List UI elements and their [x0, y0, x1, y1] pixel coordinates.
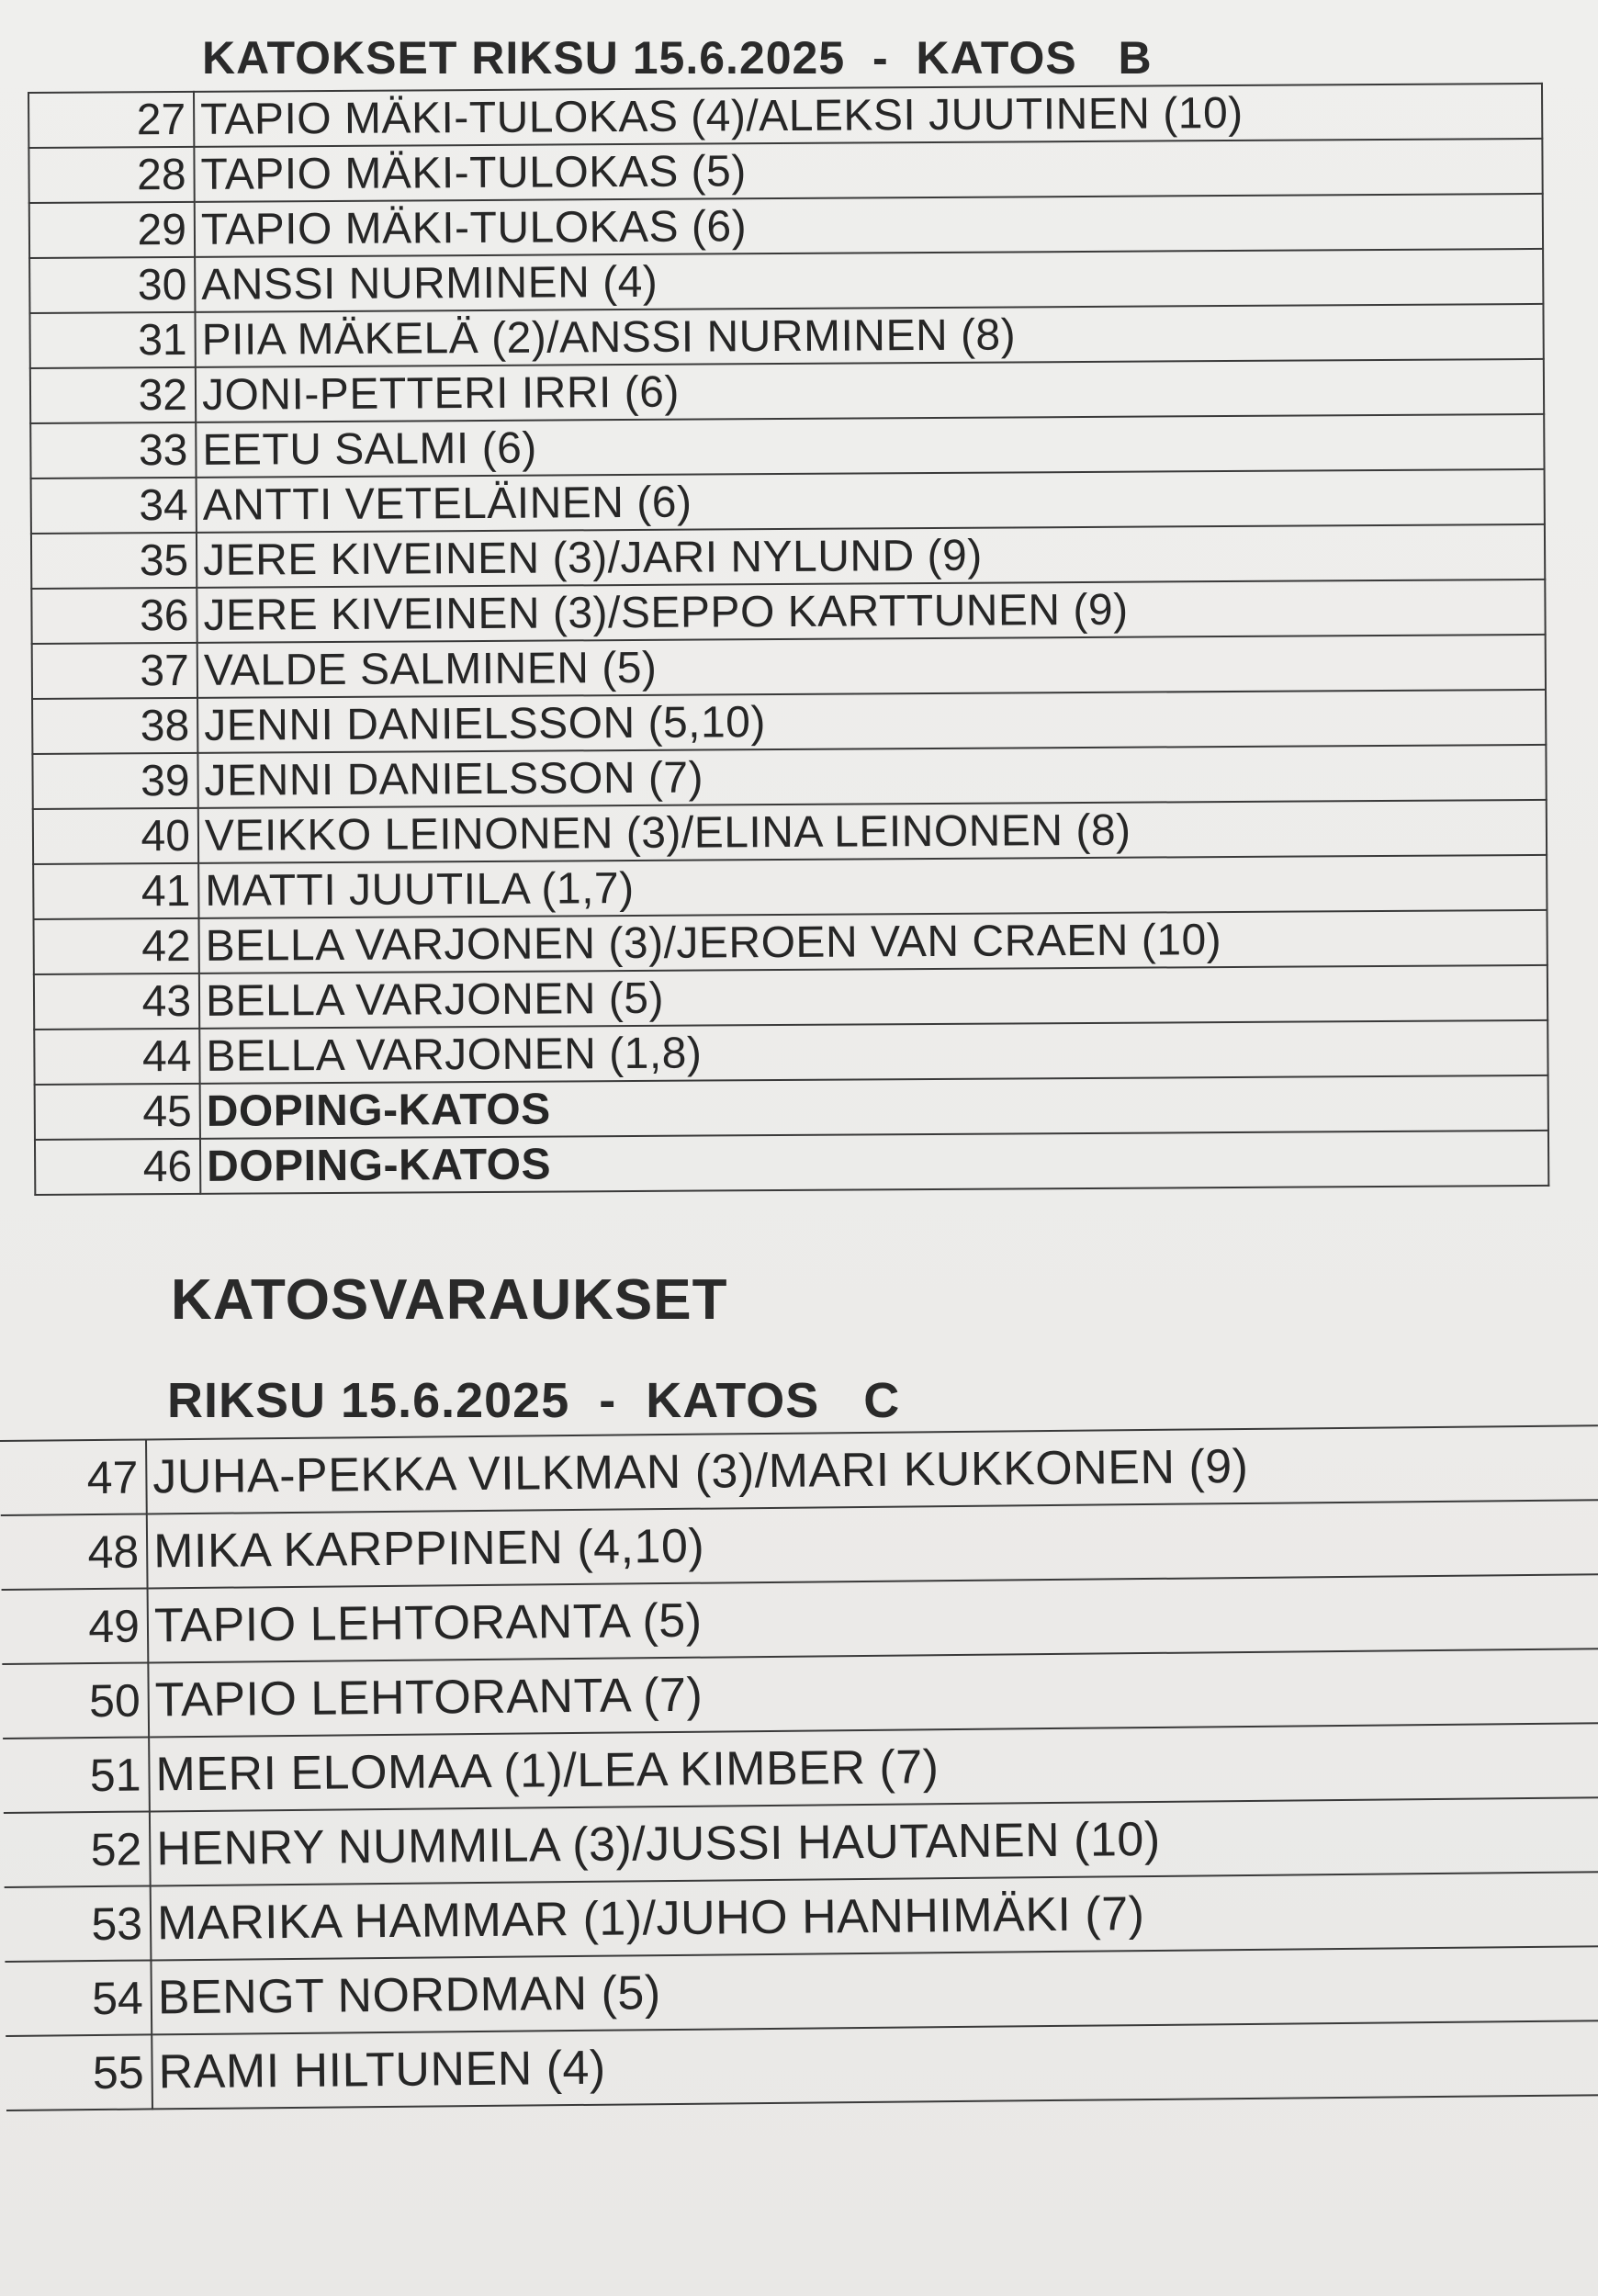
- reservation-name: BELLA VARJONEN (1,8): [199, 1020, 1547, 1084]
- reservation-name: BELLA VARJONEN (3)/JEROEN VAN CRAEN (10): [199, 910, 1547, 974]
- table-row: [29, 194, 1543, 258]
- katos-number: 38: [32, 698, 197, 754]
- katos-number: 33: [30, 422, 196, 478]
- reservation-name: BENGT NORDMAN (5): [151, 1946, 1598, 2034]
- reservation-name: JONI-PETTERI IRRI (6): [196, 359, 1544, 422]
- katos-number: 35: [31, 533, 197, 589]
- katos-number: 55: [6, 2034, 152, 2110]
- katos-number: 37: [32, 643, 197, 699]
- table-row: [35, 1131, 1548, 1195]
- table-row: [28, 84, 1542, 148]
- reservation-name: TAPIO MÄKI-TULOKAS (5): [194, 139, 1542, 202]
- reservation-name: JENNI DANIELSSON (7): [197, 745, 1546, 808]
- reservation-name: JERE KIVEINEN (3)/SEPPO KARTTUNEN (9): [197, 580, 1545, 643]
- reservation-name: DOPING-KATOS: [200, 1075, 1548, 1139]
- katos-number: 40: [33, 808, 198, 864]
- reservation-name: BELLA VARJONEN (5): [199, 965, 1547, 1029]
- katos-number: 52: [4, 1811, 151, 1887]
- table-row: [31, 469, 1545, 534]
- katos-number: 42: [34, 918, 199, 974]
- katos-number: 43: [34, 974, 199, 1030]
- katos-number: 30: [29, 257, 195, 313]
- katos-number: 32: [30, 367, 196, 423]
- katosvaraukset-heading: KATOSVARAUKSET: [171, 1268, 728, 1332]
- katos-number: 34: [31, 478, 197, 534]
- katos-number: 54: [5, 1960, 152, 2036]
- reservation-name: ANTTI VETELÄINEN (6): [197, 469, 1545, 533]
- table-row: [29, 304, 1543, 368]
- reservation-name: MERI ELOMAA (1)/LEA KIMBER (7): [149, 1723, 1598, 1811]
- table-row: [30, 414, 1544, 478]
- reservation-name: TAPIO LEHTORANTA (5): [148, 1574, 1598, 1662]
- katos-number: 31: [29, 312, 195, 368]
- katos-number: 41: [33, 863, 198, 919]
- katos-number: 45: [35, 1084, 200, 1140]
- reservation-name: VEIKKO LEINONEN (3)/ELINA LEINONEN (8): [198, 800, 1547, 863]
- table-row: [6, 2020, 1598, 2110]
- katos-b-table: [28, 83, 1549, 1196]
- table-row: [32, 635, 1546, 699]
- katos-number: 36: [31, 588, 197, 644]
- table-row: [33, 855, 1547, 919]
- reservation-name: JUHA-PEKKA VILKMAN (3)/MARI KUKKONEN (9): [146, 1425, 1598, 1514]
- table-row: [32, 745, 1546, 809]
- katos-number: 53: [5, 1885, 152, 1962]
- katos-number: 28: [28, 147, 194, 203]
- table-row: [31, 580, 1545, 644]
- table-row: [35, 1075, 1548, 1140]
- table-row: [30, 359, 1544, 423]
- reservation-name: JERE KIVEINEN (3)/JARI NYLUND (9): [197, 524, 1545, 588]
- katos-number: 48: [1, 1514, 148, 1590]
- reservation-name: ANSSI NURMINEN (4): [195, 249, 1543, 312]
- table-row: [34, 1020, 1547, 1085]
- katos-number: 46: [35, 1139, 200, 1195]
- katos-number: 29: [29, 202, 195, 258]
- katos-b-title: KATOKSET RIKSU 15.6.2025 - KATOS B: [202, 32, 1153, 84]
- katos-c-title: RIKSU 15.6.2025 - KATOS C: [167, 1373, 901, 1428]
- reservation-name: TAPIO LEHTORANTA (7): [148, 1649, 1598, 1737]
- katos-number: 50: [2, 1662, 149, 1739]
- katos-c-table: [0, 1424, 1598, 2111]
- table-row: [34, 910, 1547, 974]
- reservation-name: MARIKA HAMMAR (1)/JUHO HANHIMÄKI (7): [151, 1872, 1598, 1960]
- reservation-name: MIKA KARPPINEN (4,10): [147, 1500, 1598, 1588]
- reservation-name: TAPIO MÄKI-TULOKAS (6): [195, 194, 1543, 257]
- table-row: [33, 800, 1547, 864]
- katos-number: 44: [34, 1029, 199, 1085]
- table-row: [34, 965, 1547, 1030]
- reservation-name: JENNI DANIELSSON (5,10): [197, 690, 1546, 753]
- reservation-name: RAMI HILTUNEN (4): [152, 2020, 1598, 2109]
- table-row: [28, 139, 1542, 203]
- reservation-name: DOPING-KATOS: [200, 1131, 1548, 1194]
- katos-number: 47: [0, 1439, 147, 1515]
- reservation-name: HENRY NUMMILA (3)/JUSSI HAUTANEN (10): [150, 1797, 1598, 1885]
- katos-number: 51: [3, 1737, 150, 1813]
- reservation-name: EETU SALMI (6): [196, 414, 1544, 478]
- katos-number: 49: [2, 1588, 149, 1664]
- table-row: [32, 690, 1546, 754]
- reservation-name: MATTI JUUTILA (1,7): [198, 855, 1547, 918]
- katos-number: 39: [32, 753, 197, 809]
- reservation-name: VALDE SALMINEN (5): [197, 635, 1546, 698]
- table-row: [31, 524, 1545, 589]
- table-row: [29, 249, 1543, 313]
- reservation-name: TAPIO MÄKI-TULOKAS (4)/ALEKSI JUUTINEN (10): [194, 84, 1542, 147]
- katos-number: 27: [28, 92, 194, 148]
- reservation-name: PIIA MÄKELÄ (2)/ANSSI NURMINEN (8): [195, 304, 1543, 367]
